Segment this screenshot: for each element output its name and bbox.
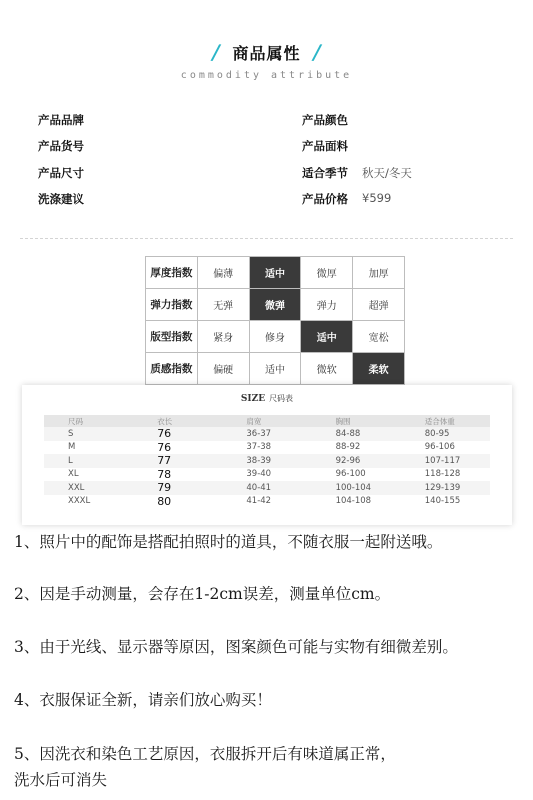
- attr-size: [38, 165, 98, 181]
- size-cell: 80: [157, 494, 172, 508]
- index-option: 偏硬: [197, 353, 249, 385]
- size-cell: 104-108: [335, 496, 372, 507]
- size-cell: 107-117: [401, 454, 490, 468]
- size-cell: 78: [157, 467, 172, 481]
- size-cell: 96-106: [424, 442, 455, 453]
- size-cell: 76: [133, 427, 222, 441]
- slash-right-icon: /: [310, 40, 323, 64]
- attr-brand: [38, 112, 98, 128]
- section-title: 商品属性: [232, 43, 301, 63]
- size-row: [44, 441, 490, 455]
- attr-key: 产品货号: [38, 139, 84, 153]
- index-option: 弹力: [301, 289, 353, 321]
- size-cell: 96-100: [335, 469, 366, 480]
- size-cell: 39-40: [246, 469, 272, 480]
- size-cell: 36-37: [222, 427, 311, 441]
- size-cell: 118-128: [424, 469, 461, 480]
- size-row: [44, 427, 490, 441]
- index-option: 超弹: [353, 289, 405, 321]
- attr-key: 产品颜色: [302, 113, 348, 127]
- size-cell: 80-95: [401, 427, 490, 441]
- index-option-selected: 柔软: [353, 353, 405, 385]
- size-header-cell: 适合体重: [401, 415, 490, 427]
- size-cell: XL: [68, 469, 79, 480]
- size-cell: 79: [133, 481, 222, 495]
- size-title-en: SIZE: [240, 394, 266, 404]
- attr-season: [302, 165, 412, 181]
- size-cell: 77: [133, 454, 222, 468]
- attr-key: 产品面料: [302, 139, 348, 153]
- index-row-label: 版型指数: [146, 321, 198, 353]
- size-chart-title: [22, 393, 512, 404]
- fabric-index-table: [145, 256, 405, 385]
- size-cell: 40-41: [222, 481, 311, 495]
- index-option-selected: 适中: [249, 257, 301, 289]
- dashed-divider: [20, 238, 513, 239]
- index-option-selected: 微弹: [249, 289, 301, 321]
- index-row: [146, 321, 405, 353]
- size-row: [44, 481, 490, 495]
- index-row-label: 厚度指数: [146, 257, 198, 289]
- size-row: [44, 468, 490, 482]
- size-cell: 100-104: [312, 481, 401, 495]
- size-header-cell: 胸围: [312, 415, 401, 427]
- index-option: 微软: [301, 353, 353, 385]
- size-header-cell: 尺码: [44, 415, 133, 427]
- index-option: 修身: [249, 321, 301, 353]
- size-cell: S: [44, 427, 133, 441]
- size-cell: 129-139: [401, 481, 490, 495]
- attr-item-number: [38, 138, 98, 154]
- index-row: [146, 353, 405, 385]
- attr-fabric: [302, 138, 362, 154]
- index-option: 适中: [249, 353, 301, 385]
- attr-price: [302, 191, 391, 207]
- index-row-label: 弹力指数: [146, 289, 198, 321]
- size-cell: 140-155: [424, 496, 461, 507]
- size-cell: 76: [157, 440, 172, 454]
- attr-key: 洗涤建议: [38, 192, 84, 206]
- size-cell: XXL: [44, 481, 133, 495]
- size-cell: XXXL: [68, 496, 91, 507]
- attribute-list: [0, 112, 533, 232]
- size-cell: 88-92: [335, 442, 361, 453]
- size-row: [44, 454, 490, 468]
- size-cell: 84-88: [312, 427, 401, 441]
- size-title-cn: 尺码表: [269, 394, 294, 403]
- size-chart-panel: [22, 385, 512, 525]
- size-row: [44, 495, 490, 509]
- note-item: 2、因是手动测量，会存在1-2cm误差，测量单位cm。: [14, 585, 391, 603]
- section-header: [0, 40, 533, 81]
- size-header-cell: 衣长: [133, 415, 222, 427]
- attr-key: 产品品牌: [38, 113, 84, 127]
- index-option: 微厚: [301, 257, 353, 289]
- size-cell: M: [68, 442, 76, 453]
- attr-value: ¥599: [362, 191, 392, 205]
- section-subtitle: commodity attribute: [180, 70, 353, 81]
- index-row: [146, 257, 405, 289]
- header-title-row: [0, 40, 533, 64]
- size-cell: 92-96: [312, 454, 401, 468]
- size-header-cell: 肩宽: [222, 415, 311, 427]
- note-item: 3、由于光线、显示器等原因，图案颜色可能与实物有细微差别。: [14, 638, 458, 656]
- size-cell: 41-42: [246, 496, 272, 507]
- size-cell: 37-38: [246, 442, 272, 453]
- index-row: [146, 289, 405, 321]
- index-option: 无弹: [197, 289, 249, 321]
- slash-left-icon: /: [210, 40, 223, 64]
- attr-key: 产品价格: [302, 192, 348, 206]
- attr-washing: [38, 191, 98, 207]
- note-item: 5、因洗衣和染色工艺原因，衣服拆开后有味道属正常，: [14, 745, 396, 763]
- size-header-row: [44, 415, 490, 427]
- index-option: 偏薄: [197, 257, 249, 289]
- size-cell: L: [44, 454, 133, 468]
- attr-key: 适合季节: [302, 166, 348, 180]
- size-cell: 38-39: [222, 454, 311, 468]
- attr-key: 产品尺寸: [38, 166, 84, 180]
- index-option: 宽松: [353, 321, 405, 353]
- index-option: 加厚: [353, 257, 405, 289]
- attr-color: [302, 112, 362, 128]
- index-option-selected: 适中: [301, 321, 353, 353]
- note-item: 4、衣服保证全新，请亲们放心购买！: [14, 691, 272, 709]
- index-option: 紧身: [197, 321, 249, 353]
- attr-value: 秋天/冬天: [362, 166, 412, 180]
- size-chart-table: [44, 415, 490, 508]
- note-item: 1、照片中的配饰是搭配拍照时的道具，不随衣服一起附送哦。: [14, 533, 443, 551]
- index-row-label: 质感指数: [146, 353, 198, 385]
- note-item: 洗水后可消失: [14, 771, 108, 789]
